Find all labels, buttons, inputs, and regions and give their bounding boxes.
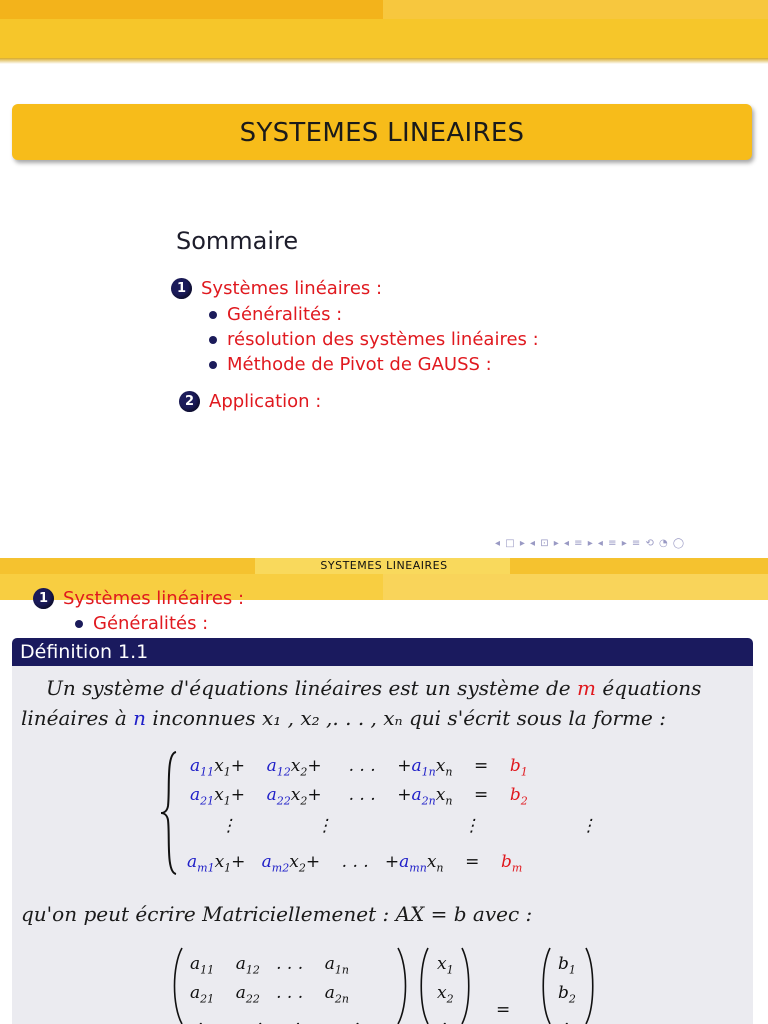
vector-b-row-2: $b_2$: [558, 983, 576, 1006]
equation-row-1: $a_{11}x_1+$ $a_{12}x_2+$ . . . $+a_{1n}x_n$ = $b_1$: [190, 756, 528, 779]
definition-line-2: [21, 706, 666, 730]
definition-header: [12, 638, 753, 666]
definition-text: inconnues: [146, 706, 263, 730]
subheader-segment-right: [383, 574, 768, 600]
outline-section-2[interactable]: [179, 391, 321, 412]
bullet-icon: [209, 336, 217, 344]
matrix-intro-line: [21, 902, 532, 926]
definition-text: avec :: [466, 902, 533, 926]
matrix-a-row-3: . . . .: [198, 1010, 361, 1024]
equation-row-m: $a_{m1}x_1+ a_{m2}x_2+$ . . . $+a_{mn}x_n$ = $b_m$: [187, 852, 523, 875]
matrix-a-row-2: $a_{21}$ $a_{22}$ . . . $a_{2n}$: [190, 983, 350, 1006]
header-strip-right: [383, 0, 768, 19]
bullet-icon: [75, 620, 83, 628]
var-n: n: [133, 706, 147, 730]
matrix-equation: AX = b: [395, 902, 467, 926]
equation-vdots-3: ⋮: [463, 816, 480, 836]
definition-text: Un système d'équations linéaires est un système de: [46, 676, 577, 700]
vector-x-row-2: $x_2$: [437, 983, 454, 1006]
equation-vdots-2: ⋮: [316, 816, 333, 836]
definition-text: qu'on peut écrire Matriciellemenet :: [21, 902, 396, 926]
vector-b-row-3: .: [564, 1010, 570, 1024]
section-number-badge: 1: [171, 278, 192, 299]
current-subsection[interactable]: [75, 613, 208, 634]
matrix-a-row-1: $a_{11}$ $a_{12}$ . . . $a_{1n}$: [190, 954, 350, 977]
header-strip-left: [0, 0, 383, 19]
slide2-header-title: SYSTEMES LINEAIRES: [320, 559, 448, 572]
header-shadow: [0, 58, 768, 64]
vector-x-row-3: .: [442, 1010, 448, 1024]
section-number-badge: 2: [179, 391, 200, 412]
current-subsection-label: Généralités :: [93, 613, 209, 634]
outline-section-label: Application :: [209, 391, 322, 412]
definition-text: linéaires à: [21, 706, 134, 730]
bullet-icon: [209, 311, 217, 319]
var-m: m: [577, 676, 596, 700]
vector-b-row-1: $b_1$: [558, 954, 576, 977]
left-brace-icon: [158, 750, 180, 876]
definition-text: équations: [595, 676, 702, 700]
equation-vdots-1: ⋮: [220, 816, 237, 836]
outline-subsection-1[interactable]: [209, 304, 342, 325]
outline-subsection-label: Généralités :: [227, 304, 343, 325]
bullet-icon: [209, 361, 217, 369]
outline-subsection-label: Méthode de Pivot de GAUSS :: [227, 354, 492, 375]
outline-section-label: Systèmes linéaires :: [201, 278, 383, 299]
unknowns-list: x₁ , x₂ ,. . . , xₙ: [262, 706, 403, 730]
matrix-equals-sign: =: [496, 1000, 511, 1020]
vector-x-row-1: $x_1$: [437, 954, 454, 977]
equation-vdots-4: ⋮: [580, 816, 597, 836]
definition-text: qui s'écrit sous la forme :: [402, 706, 666, 730]
header-bar: [0, 0, 768, 62]
definition-title: Définition 1.1: [20, 641, 149, 663]
section-number-badge: 1: [33, 588, 54, 609]
current-section-label: Systèmes linéaires :: [63, 588, 245, 609]
beamer-navigation-bar[interactable]: ◂ □ ▸ ◂ ⊡ ▸ ◂ ≡ ▸ ◂ ≡ ▸ ≡ ⟲ ◔ ◯: [495, 538, 686, 549]
outline-section-1[interactable]: [171, 278, 382, 299]
outline-subsection-label: résolution des systèmes linéaires :: [227, 329, 539, 350]
outline-heading: Sommaire: [176, 227, 299, 255]
slide-title: SYSTEMES LINEAIRES: [239, 118, 525, 148]
outline-subsection-2[interactable]: [209, 329, 539, 350]
outline-subsection-3[interactable]: [209, 354, 492, 375]
current-section[interactable]: [33, 588, 244, 609]
definition-line-1: [46, 676, 701, 700]
equation-row-2: $a_{21}x_1+$ $a_{22}x_2+$ . . . $+a_{2n}x_n$ = $b_2$: [190, 785, 528, 808]
slide2-header-bar: [0, 558, 768, 574]
title-box: [12, 104, 752, 160]
slide-2: [0, 558, 768, 1024]
